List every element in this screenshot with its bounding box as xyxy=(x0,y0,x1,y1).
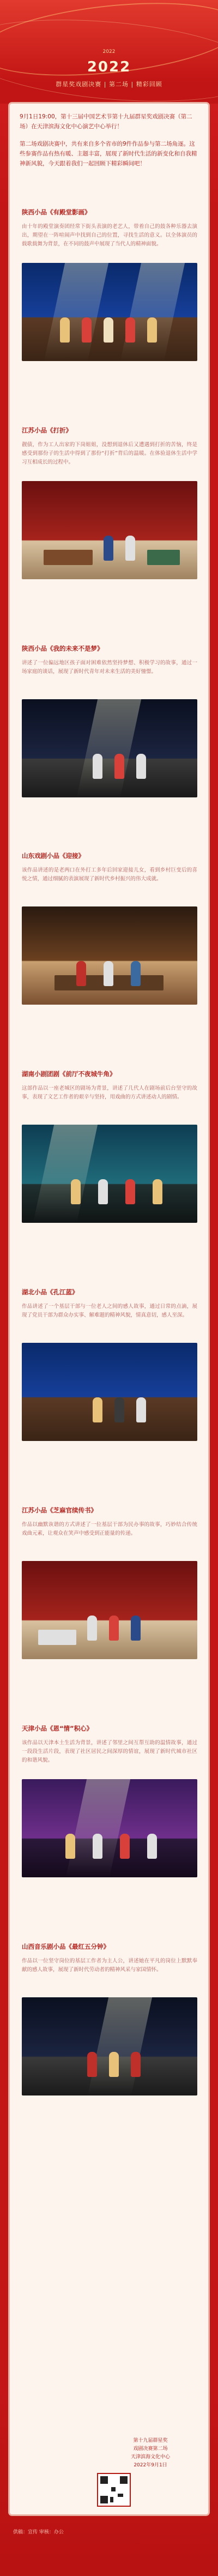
section-body: 该作品讲述的是老两口在外打工多年后回家迎接儿女，看到乡村巨变后的喜悦之情，通过细腻的表演展现了新时代乡村振兴的伟大成就。 xyxy=(22,867,197,882)
performance-photo xyxy=(22,1561,197,1659)
section-6 xyxy=(22,1287,197,1441)
footer xyxy=(10,2427,208,2509)
header-year: 2022 xyxy=(87,59,131,75)
performance-photo xyxy=(22,1125,197,1223)
section-title: 陕西小品《我的未来不是梦》 xyxy=(22,645,104,652)
section-body: 作品以幽默诙谐的方式讲述了一位基层干部为民办事的故事，巧妙结合传统戏曲元素，让观众在笑声中感受到正能量的传递。 xyxy=(22,1522,197,1536)
intro-paragraph: 9月1日19:00，第十三届中国艺术节第十九届群星奖戏剧决赛（第二场）在天津滨海文化中心演艺中心举行！ xyxy=(20,113,192,130)
performance-photo xyxy=(22,481,197,579)
performance-photo xyxy=(22,699,197,797)
section-title: 湖北小品《孔江蓝》 xyxy=(22,1288,78,1296)
section-body: 由十年的殿堂演奏团经常下街头表演的老艺人，带着自己的鼓各种乐器去演出，期望在一阵喧闹声中找到自己的位置，寻找生活的意义。以全体演员的载歌载舞为背景，在不同的鼓声中展现了当代人的精神面貌。 xyxy=(22,224,197,247)
intro-paragraph: 第二场戏剧决赛中，共有来自多个省市的9件作品参与第二场角逐。这些参赛作品有热有暖、主题丰富，展现了新时代生活的新变化和自我精神新风貌，今天跟着我们一起回顾下精彩瞬间吧！ xyxy=(20,141,197,167)
performance-photo xyxy=(22,1343,197,1441)
performance-photo xyxy=(22,1779,197,1877)
footer-line: 天津滨海文化中心 xyxy=(130,2454,170,2460)
header-subtitle: 群星奖戏剧决赛 | 第二场 | 精彩回顾 xyxy=(56,81,162,88)
section-2 xyxy=(22,425,197,579)
footer-line: 戏剧决赛第二场 xyxy=(133,2446,168,2452)
header-tiny-text: 2022 xyxy=(102,49,116,55)
section-title: 湖南小剧团剧《前厅不夜城牛角》 xyxy=(22,1070,116,1078)
section-title: 江苏小品《打折》 xyxy=(22,427,72,434)
section-title: 天津小品《恩“情”积心》 xyxy=(22,1725,93,1732)
credit-note: 供稿：宣传 审核：办公 xyxy=(13,2530,64,2535)
section-3 xyxy=(22,644,197,797)
section-5 xyxy=(22,1069,197,1223)
section-title: 陕西小品《有殿堂影画》 xyxy=(22,208,91,216)
section-7 xyxy=(22,1505,197,1659)
section-8 xyxy=(22,1724,197,1877)
footer-line: 第十九届群星奖 xyxy=(133,2438,168,2443)
header-banner xyxy=(0,0,218,104)
section-body: 讲述了一位偏远地区孩子面对困难依然坚持梦想、积极学习的故事，通过一场家庭的谈话，展现了新时代青年对未来生活的美好憧憬。 xyxy=(22,660,197,675)
section-body: 靓债，作为工人出家的下岗姐姐，没想到退休后又遭遇到打折的苦恼，终是感受到那份子的生活中得到了那份“打折”背后的温暖。在体验退休生活中学习互相成长的过程中。 xyxy=(22,442,197,465)
section-body: 这部作品以一座老城区的剧场为背景，讲述了几代人在剧场前后台坚守的故事，表现了文艺工作者的艰辛与坚持，用戏曲的方式讲述动人的剧情。 xyxy=(22,1085,197,1100)
footer-line: 2022年9月1日 xyxy=(134,2463,167,2468)
section-4 xyxy=(22,851,197,1005)
section-title: 江苏小品《芝麻官续传书》 xyxy=(22,1506,97,1514)
section-title: 山西音乐剧小品《最红五分钟》 xyxy=(22,1943,110,1950)
section-body: 作品讲述了一个基层干部与一位老人之间的感人故事，通过日常的点滴，展现了党员干部为群众办实事、解难题的精神风貌，情真意切，感人至深。 xyxy=(22,1304,197,1318)
performance-photo xyxy=(22,906,197,1005)
intro-text xyxy=(20,112,198,176)
section-9 xyxy=(22,1942,197,2095)
section-body: 该作品以天津本土生活为背景，讲述了邻里之间互帮互助的温情故事，通过一段段生活片段，表现了社区居民之间深厚的情谊，展现了新时代城市社区的和谐风貌。 xyxy=(22,1740,197,1763)
qr-code-icon xyxy=(97,2473,131,2507)
performance-photo xyxy=(22,263,197,361)
performance-photo xyxy=(22,1997,197,2095)
section-body: 作品以一位坚守岗位的基层工作者为主人公，讲述她在平凡的岗位上默默奉献的感人故事，展现了新时代劳动者的精神风采与家国情怀。 xyxy=(22,1958,197,1973)
section-1 xyxy=(22,207,197,361)
footer-lines xyxy=(107,2437,194,2470)
section-title: 山东戏剧小品《迎接》 xyxy=(22,852,84,860)
